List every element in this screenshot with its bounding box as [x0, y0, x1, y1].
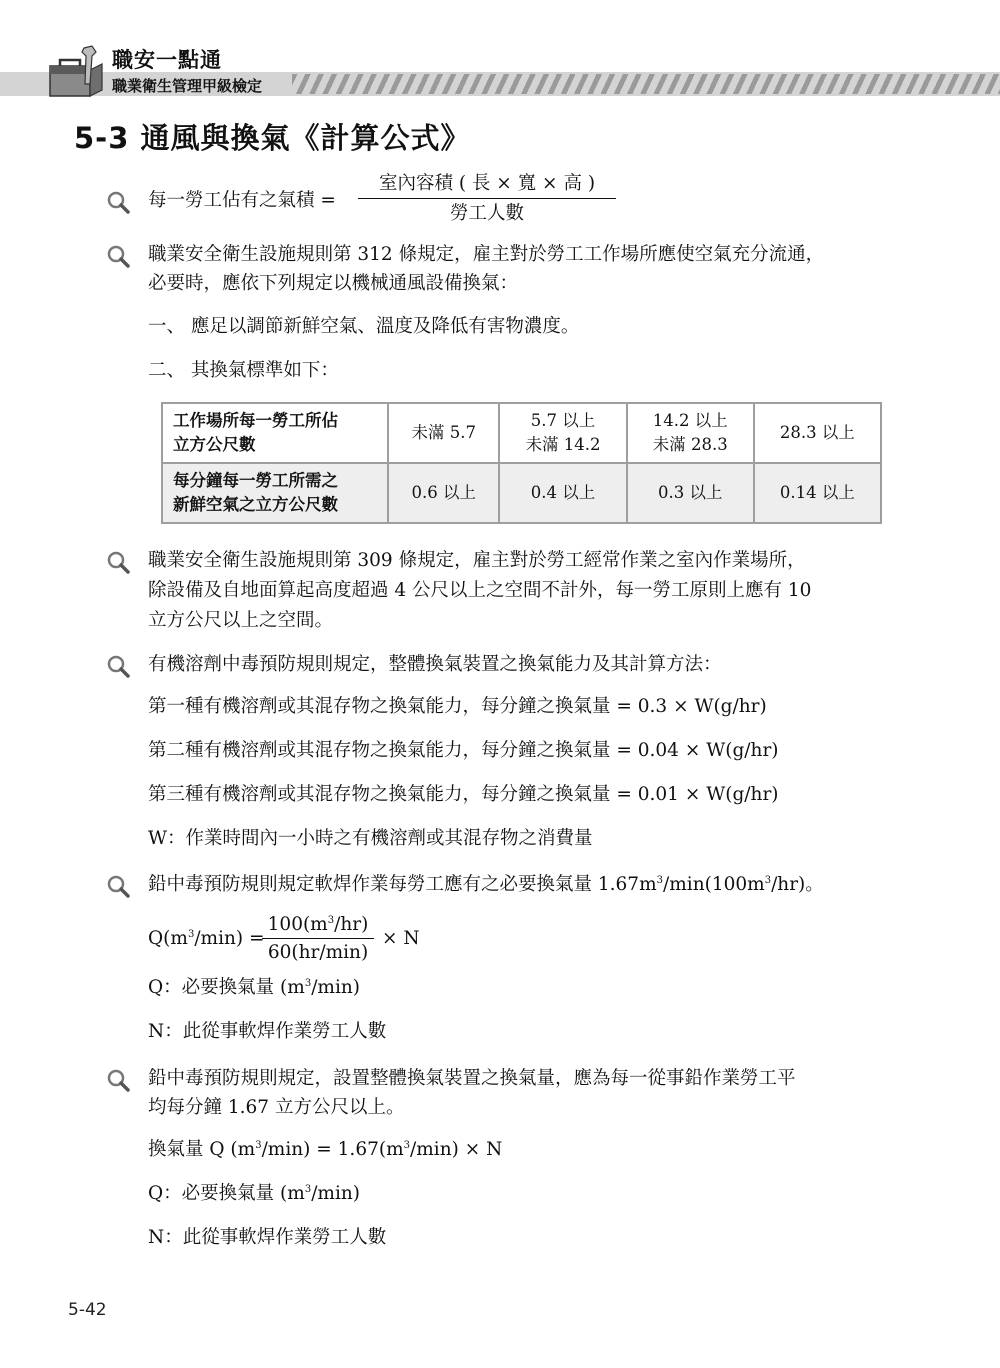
header-stripes	[292, 74, 1000, 94]
formula1-fraction	[358, 170, 616, 229]
row2-head-line1: 每分鐘每一勞工所需之	[173, 471, 338, 490]
formula1-numerator: 室內容積 ( 長 × 寬 × 高 )	[378, 173, 596, 194]
table-cell	[627, 403, 754, 463]
table-cell	[499, 403, 626, 463]
page-header	[0, 0, 1000, 110]
p5-formula-lhs: $Q(m^3/\min)$ =	[148, 928, 265, 949]
p3-line2: 除設備及自地面算起高度超過 4 公尺以上之空間不計外，每一勞工原則上應有 10	[148, 580, 812, 601]
p5-formula-tail: × N	[382, 928, 420, 949]
table-cell: 0.3 以上	[627, 463, 754, 523]
p6-line2: 均每分鐘 1.67 立方公尺以上。	[148, 1097, 405, 1118]
p6-n-definition: N：此從事軟焊作業勞工人數	[148, 1227, 387, 1248]
p4-formula3: 第三種有機溶劑或其混存物之換氣能力，每分鐘之換氣量 = 0.01 × W(g/hr)	[148, 784, 779, 805]
p5-line1: 鉛中毒預防規則規定軟焊作業每勞工應有之必要換氣量 $1.67m^3/\min(100m^3/hr)$。	[148, 874, 824, 895]
p3-line3: 立方公尺以上之空間。	[148, 610, 334, 631]
magnifier-icon	[106, 190, 130, 214]
magnifier-icon	[106, 1068, 130, 1092]
table-cell	[754, 403, 881, 463]
p4-formula1: 第一種有機溶劑或其混存物之換氣能力，每分鐘之換氣量 = 0.3 × W(g/hr)	[148, 696, 767, 717]
series-title: 職安一點通	[112, 48, 222, 72]
p5-formula-denominator: 60(hr/min)	[262, 938, 374, 967]
p2-item1: 一、 應足以調節新鮮空氣、溫度及降低有害物濃度。	[148, 316, 580, 337]
cell-line: 未滿 28.3	[652, 435, 728, 454]
p2-item2: 二、 其換氣標準如下：	[148, 360, 339, 381]
table-row-head	[162, 463, 388, 523]
p4-w-definition: W：作業時間內一小時之有機溶劑或其混存物之消費量	[148, 828, 593, 849]
page-number: 5-42	[68, 1300, 107, 1320]
magnifier-icon	[106, 550, 130, 574]
p3-line1: 職業安全衛生設施規則第 309 條規定，雇主對於勞工經常作業之室內作業場所，	[148, 550, 806, 571]
magnifier-icon	[106, 874, 130, 898]
magnifier-icon	[106, 244, 130, 268]
p4-formula2: 第二種有機溶劑或其混存物之換氣能力，每分鐘之換氣量 = 0.04 × W(g/hr)	[148, 740, 779, 761]
table-row	[162, 403, 881, 463]
table-row-head	[162, 403, 388, 463]
cell-line: 未滿 14.2	[525, 435, 601, 454]
p6-formula: 換氣量 Q $(m^3/\min) = 1.67(m^3/\min) \times N$	[148, 1139, 503, 1160]
row1-head-line2: 立方公尺數	[173, 435, 256, 454]
cell-line: 28.3 以上	[779, 423, 855, 442]
formula1-lhs: 每一勞工佔有之氣積 =	[148, 190, 336, 211]
p6-q-definition: Q：必要換氣量 $(m^3/\min)$	[148, 1183, 361, 1204]
ventilation-standard-table	[161, 402, 882, 524]
row2-head-line2: 新鮮空氣之立方公尺數	[173, 495, 338, 514]
cell-line: 14.2 以上	[652, 411, 728, 430]
table-cell: 0.14 以上	[754, 463, 881, 523]
p5-formula-fraction	[262, 912, 374, 967]
table-cell	[388, 403, 499, 463]
p6-line1: 鉛中毒預防規則規定，設置整體換氣裝置之換氣量，應為每一從事鉛作業勞工平	[148, 1068, 796, 1089]
p5-n-definition: N：此從事軟焊作業勞工人數	[148, 1021, 387, 1042]
p5-q-definition: Q：必要換氣量 $(m^3/\min)$	[148, 977, 361, 998]
cell-line: 5.7 以上	[530, 411, 596, 430]
table-row	[162, 463, 881, 523]
p4-line1: 有機溶劑中毒預防規則規定，整體換氣裝置之換氣能力及其計算方法：	[148, 654, 722, 675]
formula1-denominator: 勞工人數	[358, 198, 616, 229]
p2-line2: 必要時，應依下列規定以機械通風設備換氣：	[148, 273, 519, 294]
p5-formula-numerator: $100(m^3/hr)$	[267, 914, 369, 935]
section-title: 5-3 通風與換氣《計算公式》	[74, 121, 471, 155]
cell-line: 未滿 5.7	[411, 423, 476, 442]
table-cell: 0.4 以上	[499, 463, 626, 523]
book-title: 職業衛生管理甲級檢定	[112, 77, 263, 95]
row1-head-line1: 工作場所每一勞工所佔	[173, 411, 338, 430]
table-cell: 0.6 以上	[388, 463, 499, 523]
p2-line1: 職業安全衛生設施規則第 312 條規定，雇主對於勞工工作場所應使空氣充分流通，	[148, 244, 825, 265]
toolbox-wrench-icon	[44, 44, 110, 102]
magnifier-icon	[106, 654, 130, 678]
